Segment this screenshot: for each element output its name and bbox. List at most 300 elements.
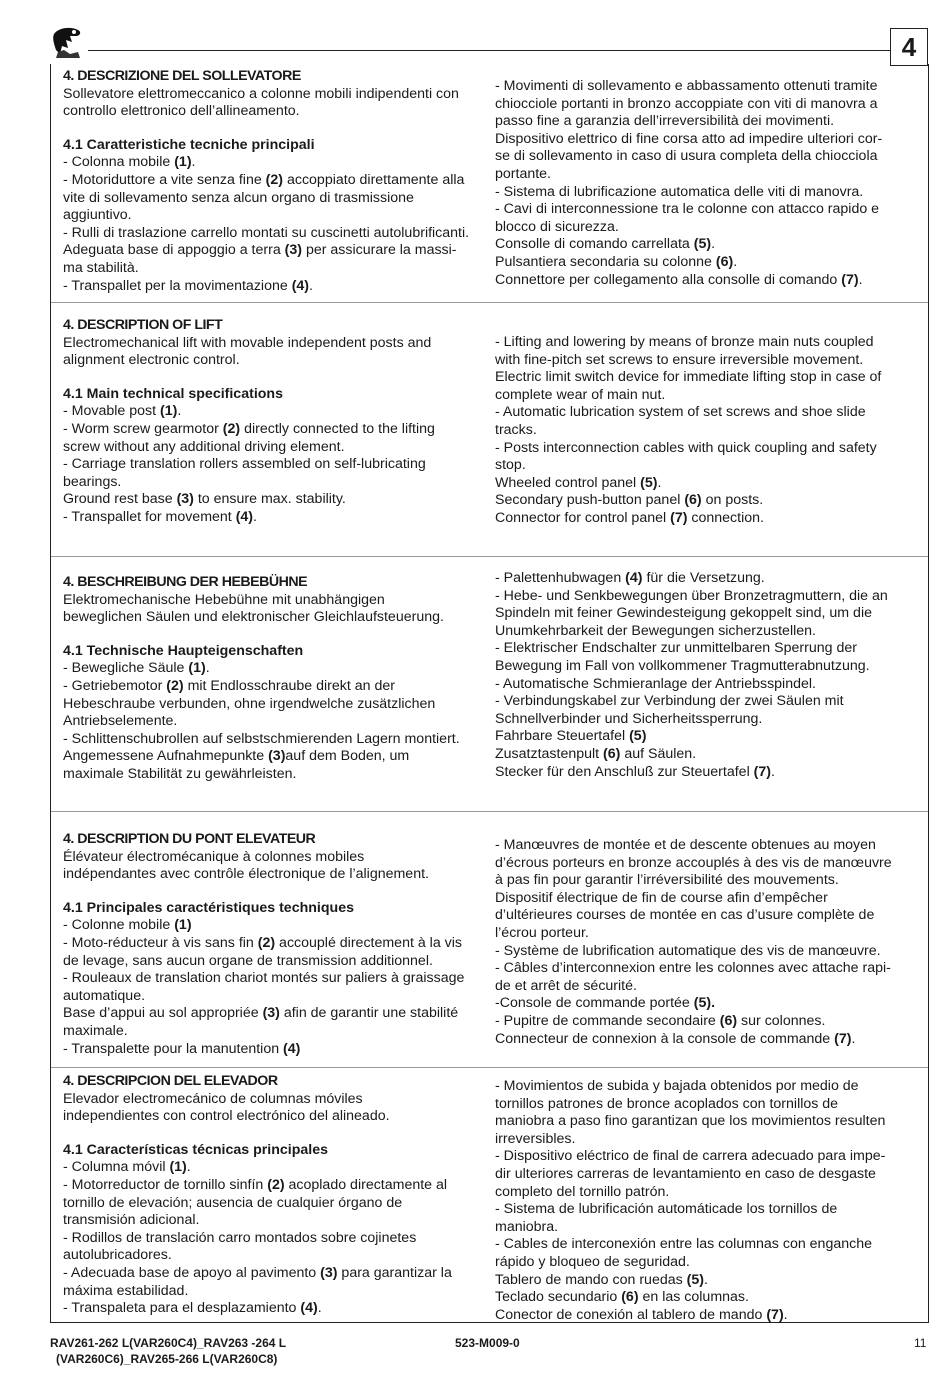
text-fragment: máxima estabilidad. <box>63 1282 189 1299</box>
text-line <box>495 960 915 978</box>
text-line <box>495 201 915 219</box>
text-fragment: l’écrou porteur. <box>495 924 589 941</box>
text-fragment: . <box>177 403 182 420</box>
text-line <box>495 1131 915 1149</box>
text-fragment: with fine-pitch set screws to ensure irreversible movement. <box>495 351 864 368</box>
reference-number: (5). <box>693 995 716 1012</box>
reference-number: (6) <box>603 745 621 762</box>
text-line <box>63 1247 483 1265</box>
reference-number: (3) <box>262 1005 280 1022</box>
text-fragment: - Automatische Schmieranlage der Antriebsspindel. <box>495 675 816 692</box>
text-fragment: - Elektrischer Endschalter zur unmittelbaren Sperrung der <box>495 640 857 657</box>
text-fragment: à pas fin pour garantir l’irréversibilité des mouvements. <box>495 872 839 889</box>
text-fragment: Base d’appui au sol appropriée <box>63 1005 263 1022</box>
text-fragment: completo del tornillo patrón. <box>495 1183 670 1200</box>
text-line <box>495 78 915 96</box>
text-line <box>63 1265 483 1283</box>
reference-number: (2) <box>166 677 184 694</box>
text-line <box>495 492 915 510</box>
text-fragment: accouplé directement à la vis <box>275 934 463 951</box>
text-fragment: - Moto-réducteur à vis sans fin <box>63 934 258 951</box>
section-left-column <box>63 574 483 784</box>
brand-logo-icon <box>50 26 86 60</box>
intro-line: Elektromechanische Hebebühne mit unabhängigen <box>63 591 385 608</box>
header-rule <box>88 50 890 51</box>
text-line <box>495 440 915 458</box>
footer-doc-code: 523-M009-0 <box>455 1336 520 1350</box>
text-fragment: - Bewegliche Säule <box>63 660 189 677</box>
text-line <box>495 475 915 493</box>
text-line <box>63 403 483 421</box>
reference-number: (7) <box>841 271 859 288</box>
text-fragment: Hebeschraube verbunden, ohne irgendwelche zusätzlichen <box>63 695 436 712</box>
section-right-column <box>495 78 915 289</box>
text-fragment: - Transpallet for movement <box>63 508 236 525</box>
text-fragment: irreversibles. <box>495 1130 576 1147</box>
section-french <box>51 811 928 1067</box>
text-fragment: - Carriage translation rollers assembled on self-lubricating <box>63 456 426 473</box>
text-line <box>63 474 483 492</box>
text-fragment: - Adecuada base de apoyo al pavimento <box>63 1264 321 1281</box>
text-line <box>495 943 915 961</box>
text-fragment: - Lifting and lowering by means of bronze main nuts coupled <box>495 334 874 350</box>
reference-number: (4) <box>283 1040 301 1057</box>
text-fragment: Electric limit switch device for immediate lifting stop in case of <box>495 369 882 386</box>
text-fragment: complete wear of main nut. <box>495 386 666 403</box>
text-fragment: - Câbles d’interconnexion entre les colonnes avec attache rapi- <box>495 960 891 977</box>
text-line <box>495 605 915 623</box>
text-line <box>63 678 483 696</box>
section-heading: 4. BESCHREIBUNG DER HEBEBÜHNE <box>63 574 308 590</box>
text-line <box>63 207 483 225</box>
text-line <box>63 421 483 439</box>
text-fragment: - Movimenti di sollevamento e abbassamento ottenuti tramite <box>495 78 878 94</box>
text-fragment: portante. <box>495 165 552 182</box>
text-fragment: tracks. <box>495 421 537 438</box>
intro-line: controllo elettronico dell’allineamento. <box>63 103 300 120</box>
reference-number: (4) <box>235 508 254 525</box>
section-left-column <box>63 1073 483 1318</box>
text-fragment: - Colonne mobile <box>63 917 175 934</box>
text-line <box>495 907 915 925</box>
text-line <box>495 872 915 890</box>
text-line <box>495 1113 915 1131</box>
text-fragment: blocco di sicurezza. <box>495 218 619 235</box>
text-fragment: für die Versetzung. <box>642 570 765 586</box>
text-line <box>495 1236 915 1254</box>
text-fragment: transmisión adicional. <box>63 1212 200 1229</box>
text-line <box>495 457 915 475</box>
text-fragment: Connector for control panel <box>495 509 671 526</box>
text-line <box>63 1177 483 1195</box>
text-line <box>63 766 483 784</box>
text-fragment: d’écrous porteurs en bronze accouplés à des vis de manœuvre <box>495 854 892 871</box>
text-line <box>495 254 915 272</box>
text-line <box>495 387 915 405</box>
text-line <box>63 1230 483 1248</box>
text-fragment: Dispositif électrique de fin de course afin d’empêcher <box>495 889 828 906</box>
text-line <box>495 369 915 387</box>
text-line <box>63 190 483 208</box>
text-fragment: vite di sollevamento senza alcun organo di trasmissione <box>63 189 414 206</box>
text-fragment: - Transpallet per la movimentazione <box>63 277 292 294</box>
text-line <box>495 890 915 908</box>
text-line <box>63 491 483 509</box>
text-line <box>63 1195 483 1213</box>
reference-number: (3) <box>284 242 302 259</box>
text-fragment: Bewegung im Fall von vollkommener Tragmutterabnutzung. <box>495 657 870 674</box>
text-fragment: para garantizar la <box>337 1264 452 1281</box>
text-line <box>63 748 483 766</box>
text-line <box>495 693 915 711</box>
section-heading: 4. DESCRIPTION OF LIFT <box>63 317 223 333</box>
text-line <box>63 953 483 971</box>
reference-number: (2) <box>267 1176 285 1193</box>
reference-number: (2) <box>257 934 276 951</box>
text-fragment: Consolle di comando carrellata <box>495 236 694 253</box>
text-line <box>495 1307 915 1325</box>
text-fragment: afin de garantir une stabilité <box>279 1005 459 1022</box>
text-line <box>63 1212 483 1230</box>
text-line <box>63 970 483 988</box>
text-fragment: - Posts interconnection cables with quick coupling and safety <box>495 439 877 456</box>
reference-number: (1) <box>188 660 206 677</box>
text-line <box>63 278 483 296</box>
text-fragment: Unumkehrbarkeit der Bewegungen sicherzustellen. <box>495 622 816 639</box>
text-fragment: directly connected to the lifting <box>240 420 435 437</box>
text-fragment: . <box>704 1271 708 1288</box>
text-line <box>495 1272 915 1290</box>
text-line <box>495 658 915 676</box>
text-fragment: Pulsantiera secondaria su colonne <box>495 253 716 270</box>
text-fragment: chiocciole portanti in bronzo accoppiate con viti di manovra a <box>495 95 878 112</box>
text-line <box>63 988 483 1006</box>
text-line <box>63 660 483 678</box>
intro-line: alignment electronic control. <box>63 352 240 369</box>
text-fragment: - Dispositivo eléctrico de final de carrera adecuado para impe- <box>495 1148 886 1165</box>
text-fragment: screw without any additional driving element. <box>63 438 345 455</box>
text-fragment: - Movimientos de subida y bajada obtenidos por medio de <box>495 1078 859 1094</box>
reference-number: (3) <box>176 491 194 508</box>
text-line <box>63 731 483 749</box>
text-line <box>495 1148 915 1166</box>
text-fragment: de levage, sans aucun organe de transmission additionnel. <box>63 952 433 969</box>
text-fragment: autolubricadores. <box>63 1247 172 1264</box>
text-line <box>495 570 915 588</box>
text-line <box>495 1219 915 1237</box>
intro-line: beweglichen Säulen und elektronischer Gleichlaufsteuerung. <box>63 609 444 626</box>
section-right-column <box>495 570 915 781</box>
text-line <box>495 1201 915 1219</box>
section-right-column <box>495 1078 915 1324</box>
intro-line: independientes con control electrónico del alineado. <box>63 1108 390 1125</box>
text-fragment: - Movable post <box>63 403 160 420</box>
reference-number: (6) <box>621 1289 639 1306</box>
text-line <box>495 640 915 658</box>
text-fragment: - Transpalette pour la manutention <box>63 1040 284 1057</box>
text-line <box>495 236 915 254</box>
text-fragment: - Sistema di lubrificazione automatica delle viti di manovra. <box>495 183 864 200</box>
text-fragment: per assicurare la massi- <box>302 242 457 259</box>
text-fragment: . <box>733 253 738 270</box>
text-fragment: - Rouleaux de translation chariot montés sur paliers à graissage <box>63 970 465 987</box>
reference-number: (7) <box>766 1306 784 1323</box>
text-fragment: bearings. <box>63 473 122 490</box>
text-fragment: - Schlittenschubrollen auf selbstschmierenden Lagern montiert. <box>63 730 460 747</box>
text-fragment: - Pupitre de commande secondaire <box>495 1012 720 1029</box>
text-fragment: - Getriebemotor <box>63 677 167 694</box>
text-fragment: . <box>771 763 775 780</box>
text-line <box>63 509 483 527</box>
text-fragment: - Colonna mobile <box>63 154 175 171</box>
text-line <box>63 242 483 260</box>
subsection-heading: 4.1 Principales caractéristiques techniques <box>63 899 354 916</box>
text-fragment: se di sollevamento in caso di usura completa della chiocciola <box>495 148 878 165</box>
text-fragment: - Motoriduttore a vite senza fine <box>63 171 266 188</box>
reference-number: (6) <box>719 1012 738 1029</box>
text-fragment: . <box>851 1030 856 1047</box>
footer-model-line: RAV261-262 L(VAR260C4)_RAV263 -264 L <box>50 1336 287 1350</box>
reference-number: (4) <box>300 1300 318 1317</box>
text-line <box>495 995 915 1013</box>
text-fragment: - Sistema de lubrificación automáticade los tornillos de <box>495 1201 838 1218</box>
text-fragment: . <box>783 1306 788 1323</box>
text-fragment: . <box>253 508 257 525</box>
section-left-column <box>63 68 483 295</box>
text-fragment: - Rodillos de translación carro montados sobre cojinetes <box>63 1229 417 1246</box>
text-fragment: Ground rest base <box>63 491 177 508</box>
footer-page-number: 11 <box>914 1336 927 1350</box>
text-fragment: maximale. <box>63 1022 128 1039</box>
text-fragment: ma stabilità. <box>63 259 139 276</box>
intro-line: Sollevatore elettromeccanico a colonne mobili indipendenti con <box>63 85 459 102</box>
text-fragment: Connettore per collegamento alla consolle di comando <box>495 271 842 288</box>
section-italian <box>51 64 928 302</box>
text-line <box>495 96 915 114</box>
text-fragment: passo fine a garanzia dell’irreversibilità dei movimenti. <box>495 113 835 130</box>
reference-number: (7) <box>753 763 772 780</box>
text-line <box>495 334 915 352</box>
footer-model-line: (VAR260C6)_RAV265-266 L(VAR260C8) <box>56 1352 278 1366</box>
text-fragment: - Rulli di traslazione carrello montati su cuscinetti autolubrificanti. <box>63 224 470 241</box>
section-left-column <box>63 831 483 1058</box>
reference-number: (1) <box>174 917 192 934</box>
text-fragment: auf Säulen. <box>620 745 697 762</box>
text-line <box>63 935 483 953</box>
reference-number: (2) <box>222 420 241 437</box>
text-fragment: Spindeln mit feiner Gewindesteigung gekoppelt sind, um die <box>495 605 872 622</box>
reference-number: (1) <box>160 403 178 420</box>
text-line <box>495 1096 915 1114</box>
text-fragment: - Worm screw gearmotor <box>63 420 223 437</box>
text-fragment: . <box>309 277 313 294</box>
text-line <box>495 352 915 370</box>
text-fragment: - Hebe- und Senkbewegungen über Bronzetragmuttern, die an <box>495 587 888 604</box>
text-fragment: Fahrbare Steuertafel <box>495 728 630 745</box>
text-line <box>63 1300 483 1318</box>
intro-line: indépendantes avec contrôle électronique de l’alignement. <box>63 866 429 883</box>
text-fragment: - Palettenhubwagen <box>495 570 626 586</box>
text-line <box>495 404 915 422</box>
text-fragment: acoplado directamente al <box>284 1176 448 1193</box>
text-line <box>63 456 483 474</box>
text-fragment: . <box>711 236 716 253</box>
text-line <box>495 925 915 943</box>
section-left-column <box>63 317 483 527</box>
text-fragment: Teclado secundario <box>495 1289 622 1306</box>
text-fragment: tornillo de elevación; ausencia de cualquier órgano de <box>63 1194 403 1211</box>
text-line <box>495 148 915 166</box>
text-fragment: Stecker für den Anschluß zur Steuertafel <box>495 763 754 780</box>
text-line <box>495 855 915 873</box>
reference-number: (5) <box>693 236 712 253</box>
text-fragment: - Manœuvres de montée et de descente obtenues au moyen <box>495 837 876 853</box>
text-fragment: - Verbindungskabel zur Verbindung der zwei Säulen mit <box>495 693 844 710</box>
text-fragment: mit Endlosschraube direkt an der <box>183 677 395 694</box>
text-fragment: . <box>858 271 863 288</box>
text-fragment: d’ultérieures courses de montée en cas d’usure complète de <box>495 907 875 924</box>
subsection-heading: 4.1 Caratteristiche tecniche principali <box>63 136 315 153</box>
text-line <box>495 272 915 290</box>
text-fragment: - Système de lubrification automatique des vis de manœuvre. <box>495 942 881 959</box>
text-fragment: . <box>191 154 196 171</box>
text-line <box>495 1184 915 1202</box>
text-fragment: . <box>317 1300 322 1317</box>
intro-line: Electromechanical lift with movable independent posts and <box>63 334 432 351</box>
reference-number: (4) <box>291 277 310 294</box>
reference-number: (1) <box>174 154 192 171</box>
text-line <box>63 1159 483 1177</box>
text-fragment: . <box>186 1159 191 1176</box>
text-fragment: maniobra a paso fino garantizan que los movimientos resulten <box>495 1113 886 1130</box>
section-heading: 4. DESCRIPTION DU PONT ELEVATEUR <box>63 831 316 847</box>
text-line <box>495 219 915 237</box>
subsection-heading: 4.1 Main technical specifications <box>63 385 283 402</box>
text-fragment: Secondary push-button panel <box>495 492 685 509</box>
text-fragment: de et arrêt de sécurité. <box>495 977 637 994</box>
text-fragment: automatique. <box>63 987 146 1004</box>
text-line <box>495 113 915 131</box>
subsection-heading: 4.1 Características técnicas principales <box>63 1141 328 1158</box>
text-fragment: stop. <box>495 457 526 474</box>
subsection-heading: 4.1 Technische Haupteigenschaften <box>63 642 304 659</box>
section-right-column <box>495 837 915 1048</box>
text-line <box>63 917 483 935</box>
intro-line: Élévateur électromécanique à colonnes mobiles <box>63 848 365 865</box>
text-line <box>495 676 915 694</box>
text-line <box>63 260 483 278</box>
text-fragment: rápido y bloqueo de seguridad. <box>495 1253 690 1270</box>
text-fragment: Wheeled control panel <box>495 474 641 491</box>
text-fragment: - Automatic lubrication system of set screws and shoe slide <box>495 404 866 421</box>
text-line <box>495 510 915 528</box>
text-fragment: on posts. <box>701 492 764 509</box>
text-line <box>63 1041 483 1059</box>
text-fragment: - Cavi di interconnessione tra le colonne con attacco rapido e <box>495 201 880 218</box>
text-line <box>63 172 483 190</box>
text-line <box>495 1078 915 1096</box>
reference-number: (7) <box>670 509 688 526</box>
text-fragment: - Cables de interconexión entre las columnas con enganche <box>495 1236 872 1253</box>
text-line <box>495 1166 915 1184</box>
reference-number: (5) <box>629 728 647 745</box>
text-fragment: Zusatztastenpult <box>495 745 604 762</box>
text-fragment: to ensure max. stability. <box>193 491 346 508</box>
footer-model-info <box>50 1335 286 1367</box>
text-fragment: - Motorreductor de tornillo sinfín <box>63 1176 268 1193</box>
text-line <box>63 225 483 243</box>
text-fragment: - Columna móvil <box>63 1159 170 1176</box>
section-right-column <box>495 334 915 528</box>
text-fragment: Connecteur de connexion à la console de commande <box>495 1030 835 1047</box>
intro-line: Elevador electromecánico de columnas móviles <box>63 1090 363 1107</box>
text-fragment: Schnellverbinder und Sicherheitssperrung. <box>495 710 763 727</box>
chapter-number-box: 4 <box>890 28 928 66</box>
reference-number: (3) <box>320 1264 338 1281</box>
text-line <box>495 978 915 996</box>
reference-number: (4) <box>625 570 643 586</box>
text-line <box>495 837 915 855</box>
reference-number: (7) <box>834 1030 852 1047</box>
reference-number: (3) <box>268 748 286 765</box>
text-fragment: Angemessene Aufnahmepunkte <box>63 748 269 765</box>
text-fragment: -Console de commande portée <box>495 995 694 1012</box>
text-fragment: Dispositivo elettrico di fine corsa atto ad impedire ulteriori cor- <box>495 130 883 147</box>
text-line <box>495 1254 915 1272</box>
text-line <box>63 1023 483 1041</box>
text-line <box>63 713 483 731</box>
text-fragment: Conector de conexión al tablero de mando <box>495 1306 767 1323</box>
text-line <box>63 439 483 457</box>
text-line <box>495 1013 915 1031</box>
text-fragment: connection. <box>687 509 764 526</box>
text-line <box>63 1283 483 1301</box>
text-line <box>495 746 915 764</box>
text-line <box>495 764 915 782</box>
text-fragment: . <box>657 474 662 491</box>
text-fragment: Antriebselemente. <box>63 713 178 730</box>
text-line <box>495 623 915 641</box>
section-english <box>51 302 928 556</box>
text-line <box>495 1031 915 1049</box>
text-fragment: dir ulteriores carreras de levantamiento en caso de desgaste <box>495 1165 876 1182</box>
reference-number: (6) <box>715 253 734 270</box>
text-line <box>495 131 915 149</box>
text-fragment: en las columnas. <box>638 1289 749 1306</box>
section-german <box>51 556 928 811</box>
text-line <box>495 588 915 606</box>
text-fragment: sur colonnes. <box>737 1012 826 1029</box>
text-fragment: tornillos patrones de bronce acoplados con tornillos de <box>495 1095 839 1112</box>
text-fragment: accoppiato direttamente alla <box>283 171 465 188</box>
section-heading: 4. DESCRIZIONE DEL SOLLEVATORE <box>63 68 301 84</box>
text-line <box>63 696 483 714</box>
text-fragment: Tablero de mando con ruedas <box>495 1271 687 1288</box>
text-fragment: maximale Stabilität zu gewährleisten. <box>63 765 297 782</box>
text-line <box>495 1289 915 1307</box>
reference-number: (6) <box>684 492 702 509</box>
section-heading: 4. DESCRIPCION DEL ELEVADOR <box>63 1073 278 1089</box>
text-line <box>495 166 915 184</box>
text-fragment: aggiuntivo. <box>63 207 132 224</box>
text-fragment: . <box>205 660 210 677</box>
text-line <box>495 422 915 440</box>
reference-number: (5) <box>640 474 658 491</box>
text-line <box>495 711 915 729</box>
text-fragment: Adeguata base di appoggio a terra <box>63 242 285 259</box>
text-line <box>63 154 483 172</box>
reference-number: (1) <box>169 1159 187 1176</box>
